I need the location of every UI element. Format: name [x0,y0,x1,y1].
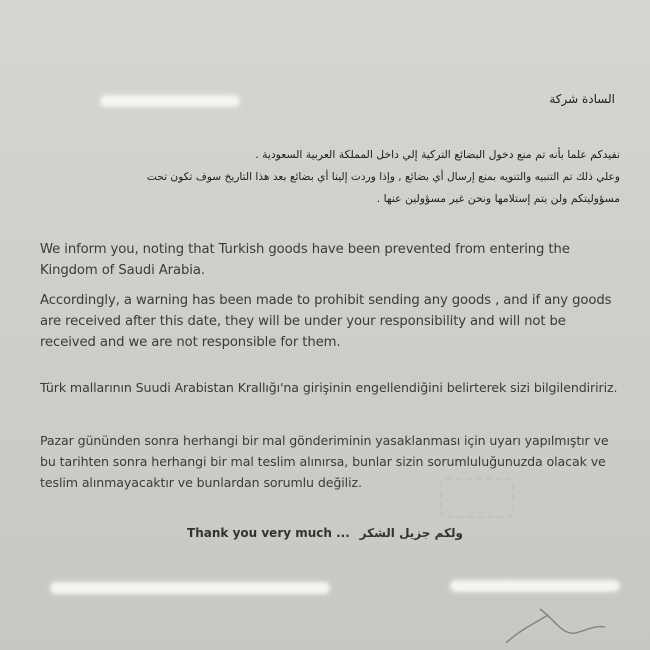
closing-line [0,526,650,540]
english-paragraph-1: We inform you, noting that Turkish goods have been prevented from entering the Kingdom of Saudi Arabia. [40,242,570,278]
turkish-paragraph-1: Türk mallarının Suudi Arabistan Krallığı'na girişinin engellendiğini belirterek sizi bilgilendiririz. [40,380,618,395]
redacted-signature-left [50,582,330,594]
redacted-signature-right [450,580,620,592]
arabic-line-1: نفيدكم علما بأنه تم منع دخول البضائع التركية إلي داخل المملكة العربية السعودية . [255,148,620,161]
closing-english: Thank you very much ... [187,526,350,540]
english-paragraph-2: Accordingly, a warning has been made to prohibit sending any goods , and if any goods are received after this date, they will be under your responsibility and will not be received and we are not responsible for them. [40,293,612,350]
handwritten-signature-mark [500,595,610,650]
addressee-line: السادة شركة [549,92,615,106]
arabic-line-3: مسؤوليتكم ولن يتم إستلامها ونحن غير مسؤولين عنها . [376,192,620,205]
redacted-company-name [100,95,240,107]
turkish-paragraph-2: Pazar gününden sonra herhangi bir mal gönderiminin yasaklanması için uyarı yapılmıştır ve bu tarihten sonra herhangi bir mal teslim alınırsa, bunlar sizin sorumluluğunuzda olacak ve teslim alınmayacaktır ve bunlardan sorumlu değiliz. [40,433,609,490]
faint-stamp-mark [440,478,514,518]
arabic-line-2: وعلي ذلك تم التنبيه والتنويه بمنع إرسال أي بضائع , وإذا وردت إلينا أي بضائع بعد هذا التاريخ سوف تكون تحت [146,171,620,183]
closing-arabic: ولكم جزيل الشكر [359,526,463,540]
